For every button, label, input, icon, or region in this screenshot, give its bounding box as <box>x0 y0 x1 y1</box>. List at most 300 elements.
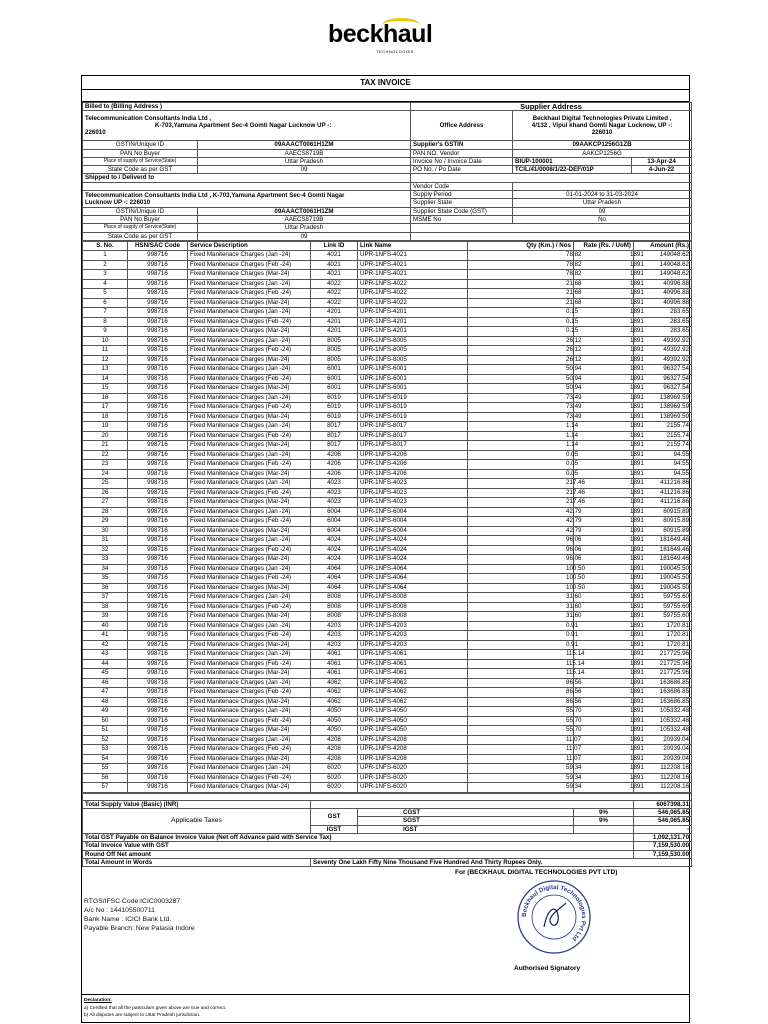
table-row <box>83 317 692 327</box>
item-amount: 40996.88 <box>634 289 692 299</box>
item-sno: 38 <box>83 602 128 612</box>
table-row <box>83 526 692 536</box>
item-description: Fixed Manitenace Charges (Feb -24) <box>188 403 311 413</box>
item-hsn: 998716 <box>128 564 188 574</box>
col-rate: Rate (Rs. / UoM) <box>574 241 634 251</box>
item-qty: 26.12 <box>468 355 574 365</box>
round-off-value: 7,159,530.00 <box>634 850 692 858</box>
item-hsn: 998716 <box>128 735 188 745</box>
item-rate: 1891 <box>574 450 634 460</box>
invoice-value: 7,159,530.00 <box>634 842 692 850</box>
item-link-name: UPR-1NFS-8017 <box>358 431 468 441</box>
item-rate: 1891 <box>574 574 634 584</box>
shipping-address <box>83 191 411 208</box>
item-hsn: 998716 <box>128 346 188 356</box>
header-table <box>82 102 692 241</box>
for-company: For (BECKHAUL DIGITAL TECHNOLOGIES PVT LTD) <box>455 869 618 877</box>
item-sno: 9 <box>83 327 128 337</box>
item-qty: 21.68 <box>468 279 574 289</box>
item-amount: 80915.89 <box>634 526 692 536</box>
item-rate: 1891 <box>574 507 634 517</box>
item-sno: 1 <box>83 251 128 261</box>
authorised-signatory: Authorised Signatory <box>514 965 581 973</box>
item-hsn: 998716 <box>128 251 188 261</box>
item-link-name: UPR-1NFS-8017 <box>358 422 468 432</box>
item-rate: 1891 <box>574 412 634 422</box>
item-hsn: 998716 <box>128 431 188 441</box>
item-amount: 40996.88 <box>634 298 692 308</box>
item-sno: 3 <box>83 270 128 280</box>
item-link-name: UPR-1NFS-4064 <box>358 583 468 593</box>
item-amount: 411216.86 <box>634 498 692 508</box>
item-hsn: 998716 <box>128 754 188 764</box>
item-hsn: 998716 <box>128 659 188 669</box>
item-description: Fixed Manitenace Charges (Mar-24) <box>188 355 311 365</box>
invoice-sheet <box>81 75 690 1023</box>
spacer <box>82 90 689 102</box>
item-rate: 1891 <box>574 688 634 698</box>
item-amount: 1720.81 <box>634 621 692 631</box>
item-description: Fixed Manitenace Charges (Feb -24) <box>188 317 311 327</box>
item-description: Fixed Manitenace Charges (Mar-24) <box>188 754 311 764</box>
item-link-name: UPR-1NFS-6001 <box>358 384 468 394</box>
blank-row <box>83 793 692 800</box>
item-rate: 1891 <box>574 488 634 498</box>
item-description: Fixed Manitenace Charges (Jan -24) <box>188 593 311 603</box>
invoice-date-value: 13-Apr-24 <box>632 157 692 165</box>
item-qty: 31.60 <box>468 602 574 612</box>
item-sno: 42 <box>83 640 128 650</box>
item-link-name: UPR-1NFS-4021 <box>358 260 468 270</box>
table-row <box>83 650 692 660</box>
item-description: Fixed Manitenace Charges (Jan -24) <box>188 650 311 660</box>
item-link-id: 8017 <box>311 422 358 432</box>
po-no-value: TCIL/41/0008/1/22-DEF/01P <box>513 166 632 174</box>
totals-table <box>82 793 692 867</box>
item-link-id: 4201 <box>311 308 358 318</box>
item-rate: 1891 <box>574 308 634 318</box>
item-hsn: 998716 <box>128 393 188 403</box>
item-amount: 181649.46 <box>634 555 692 565</box>
logo-subtext: TECHNOLOGIES <box>376 49 414 54</box>
item-sno: 56 <box>83 773 128 783</box>
applicable-taxes-label: Applicable Taxes <box>83 809 311 834</box>
item-sno: 8 <box>83 317 128 327</box>
place-of-supply-label: Place of supply of Service(State) <box>83 157 198 165</box>
item-description: Fixed Manitenace Charges (Jan -24) <box>188 536 311 546</box>
item-hsn: 998716 <box>128 783 188 793</box>
item-rate: 1891 <box>574 393 634 403</box>
item-hsn: 998716 <box>128 479 188 489</box>
item-link-id: 6004 <box>311 517 358 527</box>
item-amount: 96327.54 <box>634 384 692 394</box>
item-hsn: 998716 <box>128 422 188 432</box>
item-amount: 96327.54 <box>634 365 692 375</box>
item-sno: 18 <box>83 412 128 422</box>
item-sno: 21 <box>83 441 128 451</box>
item-rate: 1891 <box>574 640 634 650</box>
supplier-address-line: 4/132 , Vipul khand Gomti Nagar Lucknow, UP -: <box>531 122 673 130</box>
invoice-value-label: Total Invoice Value with GST <box>83 842 634 850</box>
item-hsn: 998716 <box>128 574 188 584</box>
msme-label: MSME No <box>411 215 513 223</box>
item-sno: 54 <box>83 754 128 764</box>
item-rate: 1891 <box>574 583 634 593</box>
item-amount: 20939.04 <box>634 754 692 764</box>
item-sno: 35 <box>83 574 128 584</box>
item-sno: 47 <box>83 688 128 698</box>
item-hsn: 998716 <box>128 384 188 394</box>
item-link-id: 4050 <box>311 726 358 736</box>
item-qty: 0.05 <box>468 450 574 460</box>
item-link-id: 4208 <box>311 754 358 764</box>
table-row <box>83 545 692 555</box>
item-rate: 1891 <box>574 251 634 261</box>
rtgs-code: RTGS/IFSC Code:ICIC0003287 <box>84 898 181 906</box>
table-row <box>83 260 692 270</box>
item-amount: 163686.85 <box>634 688 692 698</box>
item-amount: 190045.50 <box>634 574 692 584</box>
item-hsn: 998716 <box>128 336 188 346</box>
item-rate: 1891 <box>574 621 634 631</box>
item-rate: 1891 <box>574 460 634 470</box>
item-hsn: 998716 <box>128 526 188 536</box>
item-amount: 96327.54 <box>634 374 692 384</box>
item-link-name: UPR-1NFS-4024 <box>358 545 468 555</box>
item-rate: 1891 <box>574 298 634 308</box>
supplier-state-value: Uttar Pradesh <box>513 199 692 207</box>
item-description: Fixed Manitenace Charges (Feb -24) <box>188 545 311 555</box>
col-sno: S. No. <box>83 241 128 251</box>
item-link-id: 6001 <box>311 374 358 384</box>
item-qty: 50.94 <box>468 374 574 384</box>
item-hsn: 998716 <box>128 697 188 707</box>
item-link-name: UPR-1NFS-6001 <box>358 365 468 375</box>
office-address-label: Office Address <box>411 111 513 141</box>
item-link-id: 6019 <box>311 412 358 422</box>
item-amount: 138969.59 <box>634 393 692 403</box>
item-rate: 1891 <box>574 479 634 489</box>
item-link-id: 4061 <box>311 650 358 660</box>
item-link-name: UPR-1NFS-4024 <box>358 536 468 546</box>
table-row <box>83 251 692 261</box>
invoice-no-label: Invoice No / Invoice Date <box>411 157 513 165</box>
item-rate: 1891 <box>574 773 634 783</box>
invoice-title: TAX INVOICE <box>82 76 689 90</box>
item-link-name: UPR-1NFS-4062 <box>358 688 468 698</box>
item-description: Fixed Manitenace Charges (Jan -24) <box>188 621 311 631</box>
item-qty: 59.34 <box>468 773 574 783</box>
item-link-id: 4208 <box>311 735 358 745</box>
item-link-id: 4064 <box>311 564 358 574</box>
gstin-label: GSTIN/Unique ID <box>83 141 198 149</box>
item-sno: 37 <box>83 593 128 603</box>
supply-period-value: 01-01-2024 to 31-03-2024 <box>513 191 692 199</box>
table-row <box>83 298 692 308</box>
item-description: Fixed Manitenace Charges (Mar-24) <box>188 783 311 793</box>
declaration-heading: Declaration: <box>84 998 112 1004</box>
item-hsn: 998716 <box>128 270 188 280</box>
item-link-name: UPR-1NFS-4201 <box>358 317 468 327</box>
table-row <box>83 764 692 774</box>
item-link-name: UPR-1NFS-6004 <box>358 517 468 527</box>
item-hsn: 998716 <box>128 308 188 318</box>
item-description: Fixed Manitenace Charges (Feb -24) <box>188 289 311 299</box>
item-sno: 57 <box>83 783 128 793</box>
item-rate: 1891 <box>574 336 634 346</box>
item-link-id: 4024 <box>311 555 358 565</box>
item-rate: 1891 <box>574 260 634 270</box>
account-number: A/c No : 144105500711 <box>84 907 155 915</box>
msme-value: No <box>513 215 692 223</box>
item-sno: 16 <box>83 393 128 403</box>
item-rate: 1891 <box>574 270 634 280</box>
item-rate: 1891 <box>574 631 634 641</box>
item-rate: 1891 <box>574 764 634 774</box>
item-amount: 49392.92 <box>634 336 692 346</box>
col-amount: Amount (Rs.) <box>634 241 692 251</box>
item-sno: 45 <box>83 669 128 679</box>
item-description: Fixed Manitenace Charges (Jan -24) <box>188 735 311 745</box>
signature-scribble <box>544 903 566 927</box>
item-description: Fixed Manitenace Charges (Mar-24) <box>188 669 311 679</box>
billed-name: Telecommunication Consultants India Ltd , <box>85 114 212 122</box>
item-hsn: 998716 <box>128 593 188 603</box>
item-hsn: 998716 <box>128 602 188 612</box>
item-qty: 78.82 <box>468 270 574 280</box>
item-description: Fixed Manitenace Charges (Feb -24) <box>188 602 311 612</box>
pan-label: PAN No Buyer <box>83 149 198 157</box>
item-qty: 96.06 <box>468 555 574 565</box>
item-hsn: 998716 <box>128 545 188 555</box>
logo-text: beckhaul <box>328 20 433 48</box>
item-rate: 1891 <box>574 612 634 622</box>
item-link-id: 4061 <box>311 669 358 679</box>
item-link-name: UPR-1NFS-4206 <box>358 469 468 479</box>
item-link-name: UPR-1NFS-4050 <box>358 726 468 736</box>
billed-pin: 226010 <box>85 129 106 137</box>
item-hsn: 998716 <box>128 498 188 508</box>
item-description: Fixed Manitenace Charges (Mar-24) <box>188 441 311 451</box>
ship-state-code-label: State Code as per GST <box>83 232 198 240</box>
item-link-id: 4062 <box>311 697 358 707</box>
table-row <box>83 355 692 365</box>
table-row <box>83 669 692 679</box>
item-description: Fixed Manitenace Charges (Feb -24) <box>188 716 311 726</box>
item-link-name: UPR-1NFS-4062 <box>358 678 468 688</box>
item-link-name: UPR-1NFS-6020 <box>358 764 468 774</box>
item-qty: 115.14 <box>468 659 574 669</box>
cgst-label: CGST <box>358 809 574 817</box>
item-description: Fixed Manitenace Charges (Mar-24) <box>188 469 311 479</box>
item-rate: 1891 <box>574 716 634 726</box>
table-row <box>83 688 692 698</box>
invoice-no-value: BIUP-100001 <box>513 157 632 165</box>
igst-value: - <box>634 825 692 833</box>
table-row <box>83 612 692 622</box>
item-sno: 40 <box>83 621 128 631</box>
table-row <box>83 308 692 318</box>
item-description: Fixed Manitenace Charges (Jan -24) <box>188 707 311 717</box>
item-qty: 0.91 <box>468 640 574 650</box>
item-amount: 138969.59 <box>634 403 692 413</box>
item-link-id: 6019 <box>311 393 358 403</box>
item-rate: 1891 <box>574 669 634 679</box>
item-hsn: 998716 <box>128 507 188 517</box>
item-amount: 105332.48 <box>634 716 692 726</box>
item-qty: 50.94 <box>468 365 574 375</box>
item-amount: 283.65 <box>634 308 692 318</box>
sgst-label: SGST <box>358 817 574 825</box>
table-row <box>83 621 692 631</box>
item-link-name: UPR-1NFS-4022 <box>358 289 468 299</box>
item-link-name: UPR-1NFS-8005 <box>358 346 468 356</box>
item-hsn: 998716 <box>128 716 188 726</box>
item-sno: 28 <box>83 507 128 517</box>
item-link-name: UPR-1NFS-4203 <box>358 640 468 650</box>
item-amount: 149048.62 <box>634 251 692 261</box>
table-row <box>83 431 692 441</box>
item-link-name: UPR-1NFS-6019 <box>358 403 468 413</box>
item-description: Fixed Manitenace Charges (Jan -24) <box>188 365 311 375</box>
item-amount: 80915.89 <box>634 517 692 527</box>
item-description: Fixed Manitenace Charges (Mar-24) <box>188 640 311 650</box>
item-description: Fixed Manitenace Charges (Mar-24) <box>188 412 311 422</box>
sgst-value: 546,065.85 <box>634 817 692 825</box>
item-sno: 31 <box>83 536 128 546</box>
item-hsn: 998716 <box>128 517 188 527</box>
item-amount: 2155.74 <box>634 422 692 432</box>
item-link-id: 4021 <box>311 270 358 280</box>
place-of-supply-value: Uttar Pradesh <box>198 157 411 165</box>
item-rate: 1891 <box>574 659 634 669</box>
item-qty: 96.06 <box>468 545 574 555</box>
item-description: Fixed Manitenace Charges (Jan -24) <box>188 450 311 460</box>
table-row <box>83 574 692 584</box>
item-link-id: 4206 <box>311 469 358 479</box>
item-link-id: 6001 <box>311 384 358 394</box>
item-hsn: 998716 <box>128 726 188 736</box>
table-row <box>83 374 692 384</box>
item-description: Fixed Manitenace Charges (Feb -24) <box>188 773 311 783</box>
item-link-name: UPR-1NFS-6001 <box>358 374 468 384</box>
item-hsn: 998716 <box>128 555 188 565</box>
item-sno: 34 <box>83 564 128 574</box>
item-amount: 94.55 <box>634 460 692 470</box>
item-rate: 1891 <box>574 754 634 764</box>
table-row <box>83 327 692 337</box>
pan-value: AAECS8719B <box>198 149 411 157</box>
item-qty: 100.50 <box>468 564 574 574</box>
item-amount: 105332.48 <box>634 726 692 736</box>
item-description: Fixed Manitenace Charges (Jan -24) <box>188 764 311 774</box>
item-hsn: 998716 <box>128 374 188 384</box>
item-amount: 283.65 <box>634 327 692 337</box>
item-link-name: UPR-1NFS-4062 <box>358 697 468 707</box>
item-rate: 1891 <box>574 593 634 603</box>
item-link-id: 4206 <box>311 460 358 470</box>
table-row <box>83 697 692 707</box>
table-row <box>83 460 692 470</box>
item-link-id: 4024 <box>311 536 358 546</box>
item-amount: 94.55 <box>634 450 692 460</box>
table-row <box>83 384 692 394</box>
item-hsn: 998716 <box>128 403 188 413</box>
item-sno: 11 <box>83 346 128 356</box>
table-row <box>83 773 692 783</box>
item-sno: 53 <box>83 745 128 755</box>
item-link-id: 4208 <box>311 745 358 755</box>
payable-branch: Payable Branch: New Palasia Indore <box>84 925 195 933</box>
item-amount: 40996.88 <box>634 279 692 289</box>
item-link-id: 4022 <box>311 289 358 299</box>
item-sno: 2 <box>83 260 128 270</box>
item-sno: 20 <box>83 431 128 441</box>
item-hsn: 998716 <box>128 640 188 650</box>
item-sno: 50 <box>83 716 128 726</box>
item-link-id: 8005 <box>311 336 358 346</box>
item-description: Fixed Manitenace Charges (Jan -24) <box>188 279 311 289</box>
item-sno: 12 <box>83 355 128 365</box>
item-link-name: UPR-1NFS-6019 <box>358 412 468 422</box>
supplier-state-label: Supplier State <box>411 199 513 207</box>
vendor-pan-value: AAKCP1256G <box>513 149 692 157</box>
item-amount: 20939.04 <box>634 735 692 745</box>
item-description: Fixed Manitenace Charges (Jan -24) <box>188 251 311 261</box>
item-qty: 0.05 <box>468 460 574 470</box>
declaration-a: a) Certified that all the particulars given above are true and correct. <box>84 1005 227 1011</box>
item-rate: 1891 <box>574 422 634 432</box>
item-hsn: 998716 <box>128 707 188 717</box>
item-amount: 217725.96 <box>634 650 692 660</box>
supplier-state-code-value: 09 <box>513 207 692 215</box>
billed-to-heading: Billed to (Billing Address ) <box>83 103 411 111</box>
item-sno: 32 <box>83 545 128 555</box>
item-rate: 1891 <box>574 403 634 413</box>
item-description: Fixed Manitenace Charges (Jan -24) <box>188 564 311 574</box>
declaration <box>82 995 689 1022</box>
item-qty: 0.05 <box>468 469 574 479</box>
item-rate: 1891 <box>574 602 634 612</box>
item-sno: 24 <box>83 469 128 479</box>
item-rate: 1891 <box>574 650 634 660</box>
item-amount: 1720.81 <box>634 631 692 641</box>
col-hsn: HSN/SAC Code <box>128 241 188 251</box>
round-off-label: Round Off Net amount <box>83 850 634 858</box>
table-row <box>83 555 692 565</box>
billed-address-line: K-703,Yamuna Apartment Sec-4 Gomti Nagar Lucknow UP -: <box>155 122 332 130</box>
table-row <box>83 365 692 375</box>
item-amount: 1720.81 <box>634 640 692 650</box>
item-qty: 78.82 <box>468 260 574 270</box>
vendor-code-value <box>513 182 692 190</box>
col-link-id: Link ID <box>311 241 358 251</box>
item-hsn: 998716 <box>128 289 188 299</box>
item-link-id: 4022 <box>311 279 358 289</box>
item-amount: 190045.50 <box>634 564 692 574</box>
item-amount: 411216.86 <box>634 488 692 498</box>
table-row <box>83 640 692 650</box>
item-sno: 33 <box>83 555 128 565</box>
item-qty: 11.07 <box>468 754 574 764</box>
item-link-id: 6020 <box>311 764 358 774</box>
blank-cell <box>411 174 692 182</box>
item-link-name: UPR-1NFS-4203 <box>358 631 468 641</box>
item-link-name: UPR-1NFS-4201 <box>358 327 468 337</box>
vendor-pan-label: PAN NO. Vendor <box>411 149 513 157</box>
item-amount: 105332.48 <box>634 707 692 717</box>
item-sno: 49 <box>83 707 128 717</box>
